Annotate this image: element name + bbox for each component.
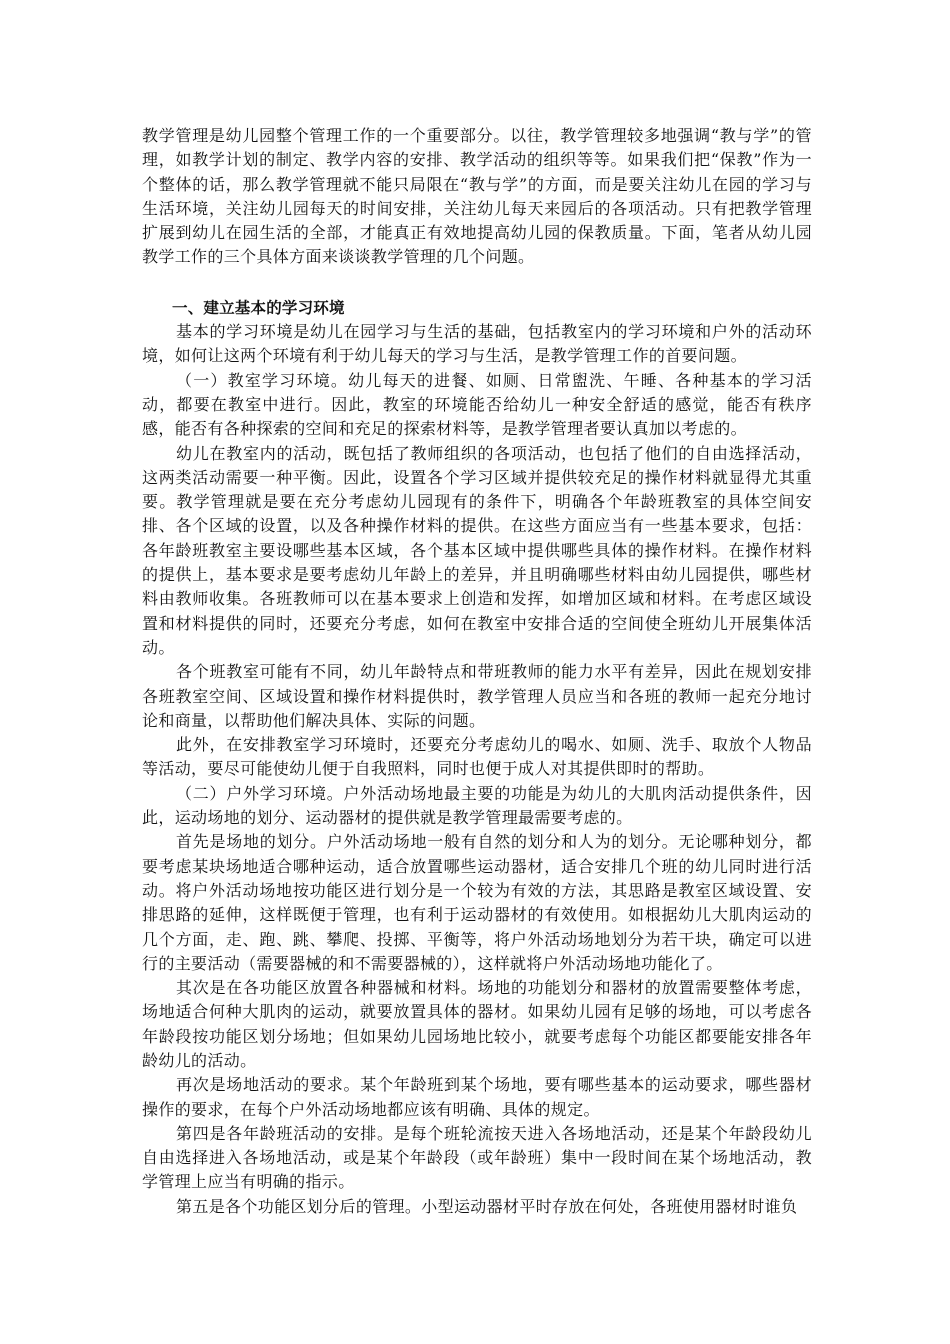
- body-paragraph: （一）教室学习环境。幼儿每天的进餐、如厕、日常盥洗、午睡、各种基本的学习活动，都要在教室中进行。因此，教室的环境能否给幼儿一种安全舒适的感觉，能否有秩序感，能否有各种探索的空间和充足的探索材料等，是教学管理者要认真加以考虑的。: [142, 370, 812, 439]
- body-paragraph: 第四是各年龄班活动的安排。是每个班轮流按天进入各场地活动，还是某个年龄段幼儿自由选择进入各场地活动，或是某个年龄段（或年龄班）集中一段时间在某个场地活动，教学管理上应当有明确的指示。: [142, 1123, 812, 1192]
- body-paragraph: （二）户外学习环境。户外活动场地最主要的功能是为幼儿的大肌肉活动提供条件，因此，运动场地的划分、运动器材的提供就是教学管理最需要考虑的。: [142, 783, 812, 828]
- body-paragraph: 各个班教室可能有不同，幼儿年龄特点和带班教师的能力水平有差异，因此在规划安排各班教室空间、区域设置和操作材料提供时，教学管理人员应当和各班的教师一起充分地讨论和商量，以帮助他们解决具体、实际的问题。: [142, 662, 812, 730]
- body-paragraph: 再次是场地活动的要求。某个年龄班到某个场地，要有哪些基本的运动要求，哪些器材操作的要求，在每个户外活动场地都应该有明确、具体的规定。: [142, 1075, 812, 1119]
- intro-paragraph: 教学管理是幼儿园整个管理工作的一个重要部分。以往，教学管理较多地强调“教与学”的管理，如教学计划的制定、教学内容的安排、教学活动的组织等等。如果我们把“保教”作为一个整体的话，那么教学管理就不能只局限在“教与学”的方面，而是要关注幼儿在园的学习与生活环境，关注幼儿园每天的时间安排，关注幼儿每天来园后的各项活动。只有把教学管理扩展到幼儿在园生活的全部，才能真正有效地提高幼儿园的保教质量。下面，笔者从幼儿园教学工作的三个具体方面来谈谈教学管理的几个问题。: [142, 126, 812, 267]
- body-paragraph: 其次是在各功能区放置各种器械和材料。场地的功能划分和器材的放置需要整体考虑，场地适合何种大肌肉的运动，就要放置具体的器材。如果幼儿园有足够的场地，可以考虑各年龄段按功能区划分场地；但如果幼儿园场地比较小，就要考虑每个功能区都要能安排各年龄幼儿的活动。: [142, 978, 812, 1070]
- body-paragraph: 基本的学习环境是幼儿在园学习与生活的基础，包括教室内的学习环境和户外的活动环境，如何让这两个环境有利于幼儿每天的学习与生活，是教学管理工作的首要问题。: [142, 322, 812, 366]
- body-paragraph: 第五是各个功能区划分后的管理。小型运动器材平时存放在何处，各班使用器材时谁负: [176, 1196, 798, 1216]
- body-paragraph: 首先是场地的划分。户外活动场地一般有自然的划分和人为的划分。无论哪种划分，都要考虑某块场地适合哪种运动，适合放置哪些运动器材，适合安排几个班的幼儿同时进行活动。将户外活动场地按功能区进行划分是一个较为有效的方法，其思路是教室区域设置、安排思路的延伸，这样既便于管理，也有利于运动器材的有效使用。如根据幼儿大肌肉运动的几个方面，走、跑、跳、攀爬、投掷、平衡等，将户外活动场地划分为若干块，确定可以进行的主要活动（需要器械的和不需要器械的），这样就将户外活动场地功能化了。: [142, 832, 812, 973]
- section-heading: 一、建立基本的学习环境: [172, 298, 345, 317]
- body-paragraph: 此外，在安排教室学习环境时，还要充分考虑幼儿的喝水、如厕、洗手、取放个人物品等活动，要尽可能使幼儿便于自我照料，同时也便于成人对其提供即时的帮助。: [142, 735, 812, 779]
- body-paragraph: 幼儿在教室内的活动，既包括了教师组织的各项活动，也包括了他们的自由选择活动，这两类活动需要一种平衡。因此，设置各个学习区域并提供较充足的操作材料就显得尤其重要。教学管理就是要在充分考虑幼儿园现有的条件下，明确各个年龄班教室的具体空间安排、各个区域的设置，以及各种操作材料的提供。在这些方面应当有一些基本要求，包括：各年龄班教室主要设哪些基本区域，各个基本区域中提供哪些具体的操作材料。在操作材料的提供上，基本要求是要考虑幼儿年龄上的差异，并且明确哪些材料由幼儿园提供，哪些材料由教师收集。各班教师可以在基本要求上创造和发挥，如增加区域和材料。在考虑区域设置和材料提供的同时，还要充分考虑，如何在教室中安排合适的空间使全班幼儿开展集体活动。: [142, 443, 812, 657]
- document-body: [142, 124, 812, 1219]
